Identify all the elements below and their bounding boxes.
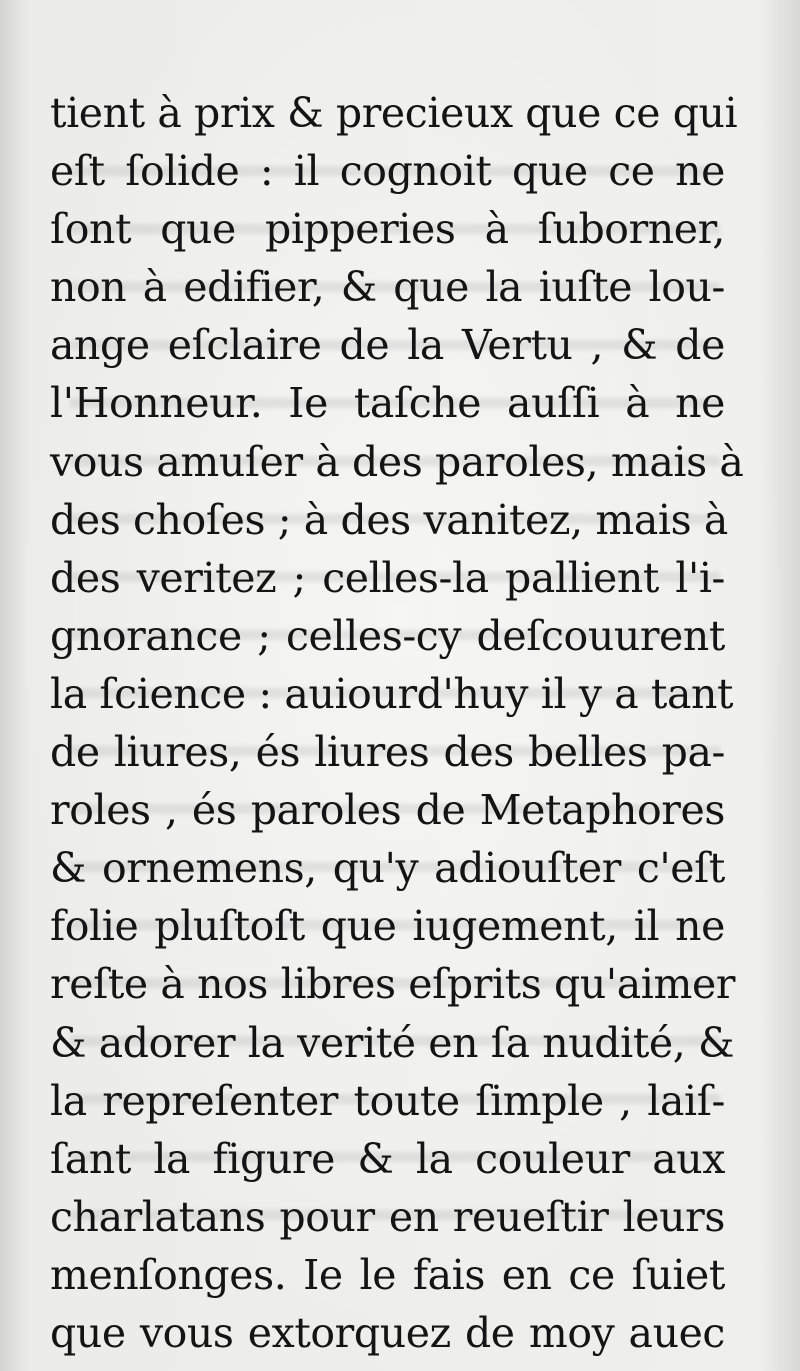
text-line: roles , és paroles de Metaphores <box>50 786 725 835</box>
text-line: ange eſclaire de la Vertu , & de <box>50 321 725 370</box>
text-line: non à edifier, & que la iuſte lou- <box>50 263 725 312</box>
text-line: vous amuſer à des paroles, mais à <box>50 437 744 486</box>
text-line: la repreſenter toute ſimple , laiſ- <box>50 1076 725 1125</box>
text-line: que vous extorquez de moy auec <box>50 1308 725 1357</box>
text-line: l'Honneur. Ie taſche auſſi à ne <box>50 379 725 428</box>
text-line: de liures, és liures des belles pa- <box>50 728 725 777</box>
text-line: & ornemens, qu'y adiouſter c'eſt <box>50 844 725 893</box>
text-line: la ſcience : auiourd'huy il y a tant <box>50 669 734 718</box>
text-line: menſonges. Ie le fais en ce ſuiet <box>50 1250 725 1299</box>
text-line: gnorance ; celles-cy deſcouurent <box>50 611 725 660</box>
page-text <box>50 84 744 1362</box>
text-line: des veritez ; celles-la pallient l'i- <box>50 553 725 602</box>
text-line: folie pluſtoſt que iugement, il ne <box>50 902 725 951</box>
text-line: ſont que pipperies à ſuborner, <box>50 205 725 254</box>
text-line: ſant la figure & la couleur aux <box>50 1134 725 1183</box>
text-line: charlatans pour en reueſtir leurs <box>50 1192 725 1241</box>
text-line: des choſes ; à des vanitez, mais à <box>50 495 728 544</box>
text-line: eſt ſolide : il cognoit que ce ne <box>50 147 725 196</box>
text-line: tient à prix & precieux que ce qui <box>50 89 738 137</box>
text-line: reſte à nos libres eſprits qu'aimer <box>50 960 736 1009</box>
text-line: & adorer la verité en ſa nudité, & <box>50 1018 735 1067</box>
